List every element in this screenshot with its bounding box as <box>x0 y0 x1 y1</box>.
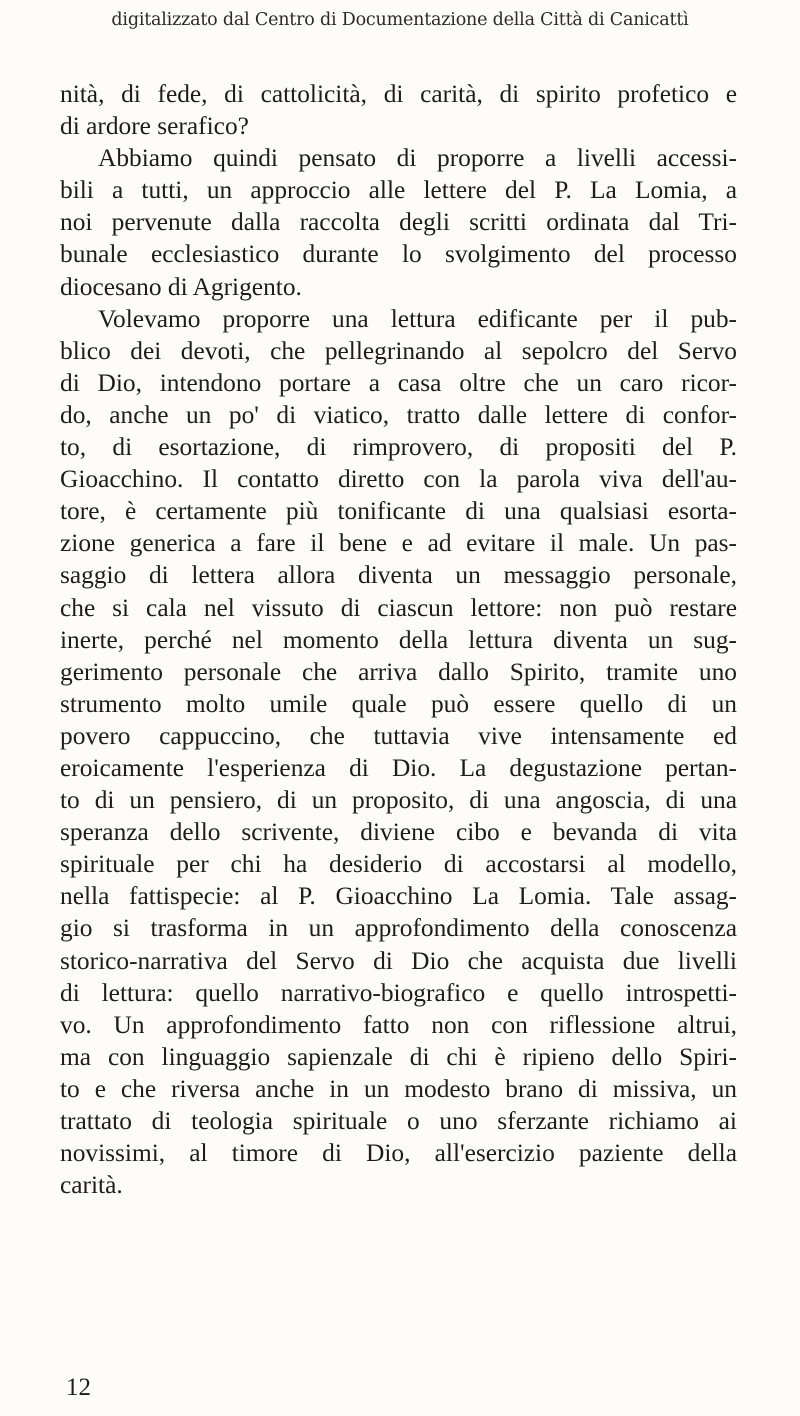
text-line: diocesano di Agrigento. <box>60 272 302 301</box>
text-line: to e che riversa anche in un modesto brano di missiva, un <box>60 1074 737 1103</box>
text-line: storico-narrativa del Servo di Dio che acquista due livelli <box>60 946 737 975</box>
text-line: nella fattispecie: al P. Gioacchino La Lomia. Tale assag- <box>60 882 737 911</box>
text-line: nità, di fede, di cattolicità, di carità, di spirito profetico e <box>60 80 737 108</box>
text-line: saggio di lettera allora diventa un messaggio personale, <box>60 561 737 590</box>
text-line: ma con linguaggio sapienzale di chi è ripieno dello Spiri- <box>60 1042 737 1071</box>
text-line: strumento molto umile quale può essere quello di un <box>60 689 737 718</box>
text-line: novissimi, al timore di Dio, all'esercizio paziente della <box>60 1139 737 1168</box>
text-line: noi pervenute dalla raccolta degli scritti ordinata dal Tri- <box>60 208 737 237</box>
text-line: carità. <box>60 1171 123 1200</box>
text-line: zione generica a fare il bene e ad evitare il male. Un pas- <box>60 529 737 558</box>
text-line: gerimento personale che arriva dallo Spirito, tramite uno <box>60 657 737 686</box>
paragraph <box>60 142 737 302</box>
text-line: trattato di teologia spirituale o uno sferzante richiamo ai <box>60 1107 737 1135</box>
text-line: che si cala nel vissuto di ciascun lettore: non può restare <box>60 593 737 622</box>
text-line: Abbiamo quindi pensato di proporre a livelli accessi- <box>98 144 737 173</box>
text-line: blico dei devoti, che pellegrinando al sepolcro del Servo <box>60 336 737 365</box>
text-line: tore, è certamente più tonificante di una qualsiasi esorta- <box>60 497 737 526</box>
text-line: bili a tutti, un approccio alle lettere del P. La Lomia, a <box>60 176 737 205</box>
paragraph <box>60 78 737 142</box>
body-text <box>60 78 737 1201</box>
text-line: gio si trasforma in un approfondimento della conoscenza <box>60 914 737 943</box>
text-line: bunale ecclesiastico durante lo svolgimento del processo <box>60 240 737 269</box>
text-line: to, di esortazione, di rimprovero, di propositi del P. <box>60 433 737 462</box>
text-line: to di un pensiero, di un proposito, di una angoscia, di una <box>60 786 737 815</box>
text-line: do, anche un po' di viatico, tratto dalle lettere di confor- <box>60 400 737 429</box>
text-line: povero cappuccino, che tuttavia vive intensamente ed <box>60 721 737 750</box>
text-line: inerte, perché nel momento della lettura diventa un sug- <box>60 625 737 654</box>
text-line: speranza dello scrivente, diviene cibo e bevanda di vita <box>60 818 737 847</box>
text-line: Volevamo proporre una lettura edificante per il pub- <box>98 304 737 333</box>
digitization-header: digitalizzato dal Centro di Documentazione della Città di Canicattì <box>111 10 689 30</box>
text-line: Gioacchino. Il contatto diretto con la parola viva dell'au- <box>60 465 737 494</box>
paragraph <box>60 303 737 1202</box>
text-line: di ardore serafico? <box>60 112 249 141</box>
text-line: vo. Un approfondimento fatto non con riflessione altrui, <box>60 1010 737 1039</box>
text-line: spirituale per chi ha desiderio di accostarsi al modello, <box>60 850 737 879</box>
text-line: eroicamente l'esperienza di Dio. La degustazione pertan- <box>60 753 737 782</box>
page-number: 12 <box>66 1374 91 1401</box>
text-line: di Dio, intendono portare a casa oltre che un caro ricor- <box>60 368 737 397</box>
text-line: di lettura: quello narrativo-biografico e quello introspetti- <box>60 978 737 1007</box>
